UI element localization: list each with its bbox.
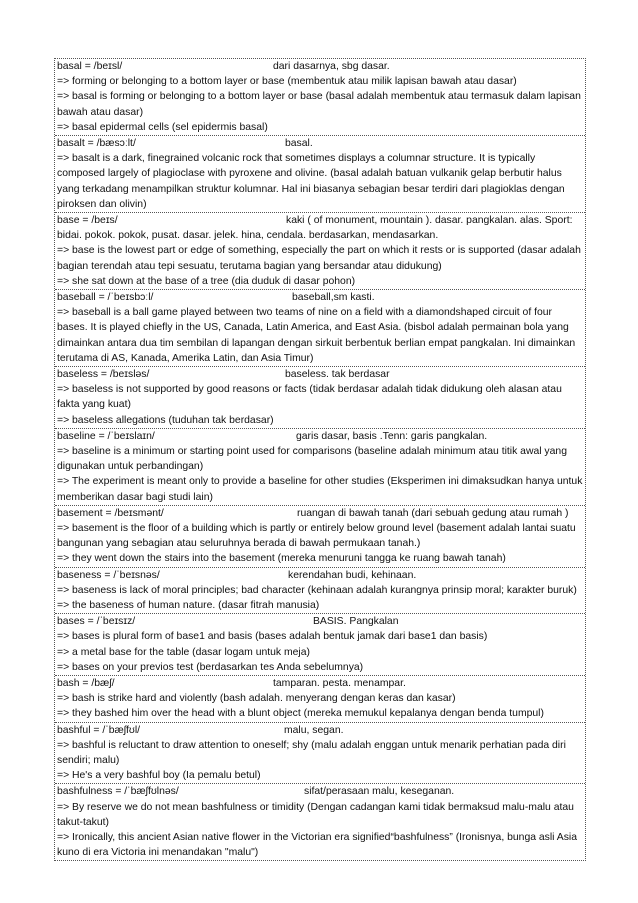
dictionary-entries xyxy=(54,58,586,861)
entry-line: => they went down the stairs into the basement (mereka menuruni tangga ke ruang bawah tanah) xyxy=(57,553,506,565)
entry-gloss: BASIS. Pangkalan xyxy=(313,616,399,628)
entry-line: => base is the lowest part or edge of something, especially the part on which it rests or is supported (dasar adalah bagian terendah atau tepi sesuatu, terutama bagian yang bersandar atau didukung) xyxy=(57,245,581,272)
entry-line: => baseless allegations (tuduhan tak berdasar) xyxy=(57,414,274,426)
entry-gloss: tamparan. pesta. menampar. xyxy=(273,678,406,689)
entry-baseness xyxy=(55,567,585,614)
entry-line: => bases on your previos test (berdasarkan tes Anda sebelumnya) xyxy=(57,661,364,673)
entry-header xyxy=(55,367,585,382)
entry-header xyxy=(55,290,585,305)
entry-header xyxy=(55,59,585,74)
entry-header xyxy=(55,213,585,243)
entry-line: => a metal base for the table (dasar logam untuk meja) xyxy=(57,646,310,658)
entry-gloss: kaki ( of monument, mountain ). dasar. pangkalan. alas. Sport: bidai. pokok. pokok, pusat. dasar. jelek. hina, cendala. berdasarkan, mendasarkan. xyxy=(57,215,573,242)
entry-term: baseness = /ˈbeɪsnəs/ xyxy=(57,569,160,581)
entry-header xyxy=(55,568,585,583)
entry-header xyxy=(55,614,585,629)
entry-line: => baseless is not supported by good reasons or facts (tidak berdasar adalah tidak didukung oleh alasan atau fakta yang kuat) xyxy=(57,384,562,411)
entry-line: => Ironically, this ancient Asian native flower in the Victorian era signified“bashfulness” (Ironisnya, bunga asli Asia kuno di era Victoria ini menandakan "malu") xyxy=(57,831,578,859)
entry-line: => basal is forming or belonging to a bottom layer or base (basal adalah membentuk atau termasuk dalam lapisan bawah atau dasar) xyxy=(57,91,581,118)
entry-bases xyxy=(55,613,585,675)
entry-basalt xyxy=(55,135,585,212)
entry-header xyxy=(55,429,585,444)
entry-baseball xyxy=(55,289,585,366)
entry-term: base = /beɪs/ xyxy=(57,215,118,226)
entry-gloss: ruangan di bawah tanah (dari sebuah gedung atau rumah ) xyxy=(297,507,569,519)
entry-term: bases = /ˈbeɪsɪz/ xyxy=(57,616,136,628)
entry-base xyxy=(55,212,585,289)
entry-header xyxy=(55,506,585,521)
entry-line: => they bashed him over the head with a blunt object (mereka memukul kepalanya dengan benda tumpul) xyxy=(57,708,544,720)
entry-line: => basement is the floor of a building which is partly or entirely below ground level (basement adalah lantai suatu bangunan yang sebagian atau seluruhnya berada di bawah permukaan tanah.) xyxy=(57,523,576,550)
entry-baseless xyxy=(55,366,585,428)
entry-term: baseless = /beɪsləs/ xyxy=(57,369,150,381)
entry-term: bashfulness = /ˈbæʃfʊlnəs/ xyxy=(57,786,179,798)
entry-gloss: basal. xyxy=(285,138,313,149)
entry-line: => bases is plural form of base1 and basis (bases adalah bentuk jamak dari base1 dan basis) xyxy=(57,631,488,643)
entry-basement xyxy=(55,505,585,567)
entry-term: basement = /beɪsmənt/ xyxy=(57,507,164,519)
entry-line: => the baseness of human nature. (dasar fitrah manusia) xyxy=(57,600,320,611)
entry-term: basal = /beɪsl/ xyxy=(57,61,123,72)
entry-header xyxy=(55,723,585,738)
entry-line: => baseness is lack of moral principles; bad character (kehinaan adalah kurangnya prinsip moral; karakter buruk) xyxy=(57,584,577,596)
entry-line: => The experiment is meant only to provide a baseline for other studies (Eksperimen ini dimaksudkan hanya untuk memberikan dasar bagi studi lain) xyxy=(57,476,583,503)
entry-line: => she sat down at the base of a tree (dia duduk di dasar pohon) xyxy=(57,275,356,287)
entry-gloss: malu, segan. xyxy=(284,724,344,736)
entry-header xyxy=(55,784,585,799)
entry-header xyxy=(55,136,585,151)
entry-term: baseball = /ˈbeɪsbɔːl/ xyxy=(57,292,154,304)
entry-line: => By reserve we do not mean bashfulness or timidity (Dengan cadangan kami tidak bermaksud malu-malu atau takut-takut) xyxy=(57,801,574,828)
entry-header xyxy=(55,676,585,691)
entry-gloss: kerendahan budi, kehinaan. xyxy=(288,569,417,581)
entry-bashfulness xyxy=(55,783,585,860)
entry-bashful xyxy=(55,722,585,784)
entry-line: => baseball is a ball game played between two teams of nine on a field with a diamondshaped circuit of four bases. It is played chiefly in the US, Canada, Latin America, and East Asia. (bisbol adalah permainan bola yang dimainkan antara dua tim sembilan di lapangan dengan sirkuit berbentuk berlian empat pangkalan. Ini dimainkan terutama di AS, Kanada, Amerika Latin, dan Asia Timur) xyxy=(57,307,576,364)
entry-line: => basal epidermal cells (sel epidermis basal) xyxy=(57,121,268,133)
entry-line: => bashful is reluctant to draw attention to oneself; shy (malu adalah enggan untuk menarik perhatian pada diri sendiri; malu) xyxy=(57,739,566,766)
entry-gloss: baseball,sm kasti. xyxy=(292,292,375,304)
entry-line: => bash is strike hard and violently (bash adalah. menyerang dengan keras dan kasar) xyxy=(57,693,456,705)
entry-term: basalt = /bæsɔːlt/ xyxy=(57,138,136,149)
entry-gloss: sifat/perasaan malu, keseganan. xyxy=(304,786,455,798)
entry-term: baseline = /ˈbeɪslaɪn/ xyxy=(57,430,155,442)
entry-basal xyxy=(55,59,585,135)
entry-bash xyxy=(55,675,585,722)
entry-term: bash = /bæʃ/ xyxy=(57,678,115,689)
entry-line: => baseline is a minimum or starting point used for comparisons (baseline adalah minimum atau titik awal yang digunakan untuk perbandingan) xyxy=(57,446,567,473)
entry-gloss: baseless. tak berdasar xyxy=(285,369,390,381)
entry-gloss: dari dasarnya, sbg dasar. xyxy=(273,61,390,72)
entry-line: => He's a very bashful boy (Ia pemalu betul) xyxy=(57,770,261,782)
entry-line: => basalt is a dark, finegrained volcanic rock that sometimes displays a columnar structure. It is typically composed largely of plagioclase with pyroxene and olivine. (basal adalah batuan vulkanik gelap berbutir halus yang terkadang menampilkan struktur kolumnar. Hal ini biasanya sebagian besar terdiri dari plagioklas dengan piroksen dan olivin) xyxy=(57,153,565,210)
entry-line: => forming or belonging to a bottom layer or base (membentuk atau milik lapisan bawah atau dasar) xyxy=(57,76,517,88)
entry-term: bashful = /ˈbæʃfʊl/ xyxy=(57,724,141,736)
entry-gloss: garis dasar, basis .Tenn: garis pangkalan. xyxy=(296,430,488,442)
entry-baseline xyxy=(55,428,585,505)
